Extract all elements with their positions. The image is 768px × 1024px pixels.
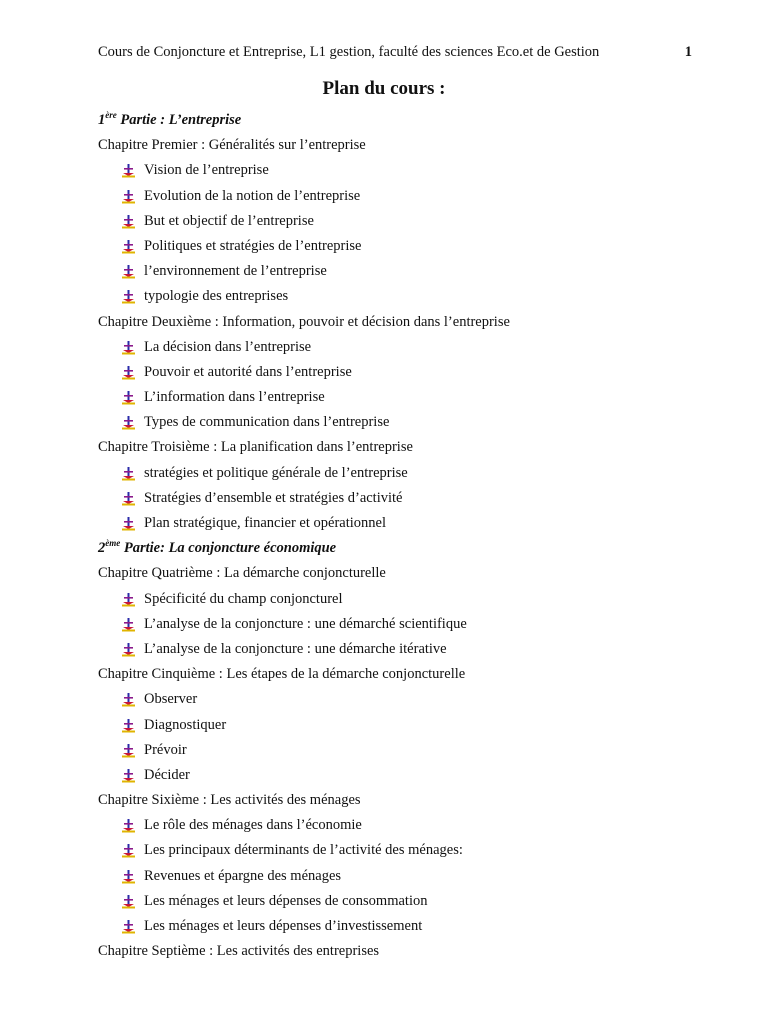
chapter-title: Chapitre Premier : Généralités sur l’entreprise (98, 137, 366, 154)
bullet-pin-icon (121, 920, 136, 934)
list-item-label: Evolution de la notion de l’entreprise (144, 187, 361, 204)
bullet-pin-icon (121, 164, 136, 178)
list-item (98, 284, 718, 309)
bullet-pin-icon (121, 895, 136, 909)
list-item-label: But et objectif de l’entreprise (144, 212, 314, 229)
chapter-title: Chapitre Septième : Les activités des entreprises (98, 943, 380, 960)
list-item (98, 184, 718, 209)
list-item (98, 889, 718, 914)
list-item-label: Stratégies d’ensemble et stratégies d’activité (144, 489, 403, 506)
list-item (98, 486, 718, 511)
bullet-pin-icon (121, 618, 136, 632)
bullet-pin-icon (121, 492, 136, 506)
bullet-pin-icon (121, 215, 136, 229)
list-item-label: Pouvoir et autorité dans l’entreprise (144, 363, 352, 380)
list-item-label: L’analyse de la conjoncture : une démarche itérative (144, 640, 447, 657)
part-heading (98, 108, 718, 133)
list-item (98, 587, 718, 612)
bullet-pin-icon (121, 391, 136, 405)
list-item (98, 813, 718, 838)
page-header (98, 43, 698, 61)
bullet-pin-icon (121, 240, 136, 254)
list-item (98, 410, 718, 435)
list-item-label: Le rôle des ménages dans l’économie (144, 817, 362, 834)
chapter-title: Chapitre Deuxième : Information, pouvoir et décision dans l’entreprise (98, 313, 510, 330)
chapter-title: Chapitre Cinquième : Les étapes de la démarche conjoncturelle (98, 666, 466, 683)
bullet-pin-icon (121, 190, 136, 204)
bullet-pin-icon (121, 844, 136, 858)
bullet-pin-icon (121, 819, 136, 833)
list-item (98, 511, 718, 536)
list-item-label: Vision de l’entreprise (144, 162, 269, 179)
list-item (98, 360, 718, 385)
list-item-label: Les ménages et leurs dépenses de consommation (144, 892, 428, 909)
list-item-label: Diagnostiquer (144, 716, 227, 733)
list-item (98, 838, 718, 863)
bullet-pin-icon (121, 744, 136, 758)
list-item-label: Politiques et stratégies de l’entreprise (144, 237, 362, 254)
part-number: 2 (98, 540, 106, 557)
chapter-title: Chapitre Quatrième : La démarche conjoncturelle (98, 565, 386, 582)
list-item (98, 335, 718, 360)
header-text: Cours de Conjoncture et Entreprise, L1 gestion, faculté des sciences Eco.et de Gestion (98, 44, 600, 60)
part-heading (98, 536, 718, 561)
list-item-label: La décision dans l’entreprise (144, 338, 312, 355)
list-item (98, 738, 718, 763)
list-item (98, 234, 718, 259)
list-item (98, 259, 718, 284)
bullet-pin-icon (121, 517, 136, 531)
bullet-pin-icon (121, 643, 136, 657)
part-ordinal: ère (105, 110, 117, 120)
list-item (98, 612, 718, 637)
bullet-pin-icon (121, 416, 136, 430)
bullet-pin-icon (121, 265, 136, 279)
list-item-label: Spécificité du champ conjoncturel (144, 590, 343, 607)
list-item-label: L’analyse de la conjoncture : une démarché scientifique (144, 615, 467, 632)
bullet-pin-icon (121, 719, 136, 733)
list-item (98, 209, 718, 234)
list-item (98, 763, 718, 788)
list-item (98, 461, 718, 486)
bullet-pin-icon (121, 341, 136, 355)
bullet-pin-icon (121, 290, 136, 304)
list-item-label: Les ménages et leurs dépenses d’investissement (144, 918, 423, 934)
bullet-pin-icon (121, 769, 136, 783)
list-item-label: typologie des entreprises (144, 288, 289, 305)
list-item (98, 158, 718, 183)
list-item (98, 914, 718, 939)
list-item-label: L’information dans l’entreprise (144, 389, 325, 406)
bullet-pin-icon (121, 467, 136, 481)
list-item-label: Types de communication dans l’entreprise (144, 414, 390, 431)
page-title: Plan du cours : (322, 78, 446, 99)
part-label: Partie: La conjoncture économique (120, 540, 337, 557)
list-item (98, 637, 718, 662)
list-item-label: Décider (144, 766, 190, 783)
list-item-label: Observer (144, 691, 198, 708)
page-number: 1 (684, 44, 692, 60)
chapter-title: Chapitre Troisième : La planification dans l’entreprise (98, 439, 413, 456)
list-item (98, 864, 718, 889)
list-item-label: Prévoir (144, 741, 187, 758)
list-item-label: Revenues et épargne des ménages (144, 867, 342, 884)
bullet-pin-icon (121, 870, 136, 884)
list-item (98, 385, 718, 410)
chapter-title: Chapitre Sixième : Les activités des ménages (98, 792, 361, 809)
part-number: 1 (98, 112, 106, 128)
list-item (98, 687, 718, 712)
list-item (98, 713, 718, 738)
bullet-pin-icon (121, 366, 136, 380)
list-item-label: l’environnement de l’entreprise (144, 263, 327, 280)
part-ordinal: ème (105, 538, 121, 549)
part-label: Partie : L’entreprise (116, 112, 242, 128)
list-item-label: stratégies et politique générale de l’entreprise (144, 464, 408, 481)
course-outline (98, 108, 718, 964)
bullet-pin-icon (121, 593, 136, 607)
bullet-pin-icon (121, 693, 136, 707)
list-item-label: Plan stratégique, financier et opérationnel (144, 515, 386, 531)
list-item-label: Les principaux déterminants de l’activité des ménages: (144, 842, 463, 859)
